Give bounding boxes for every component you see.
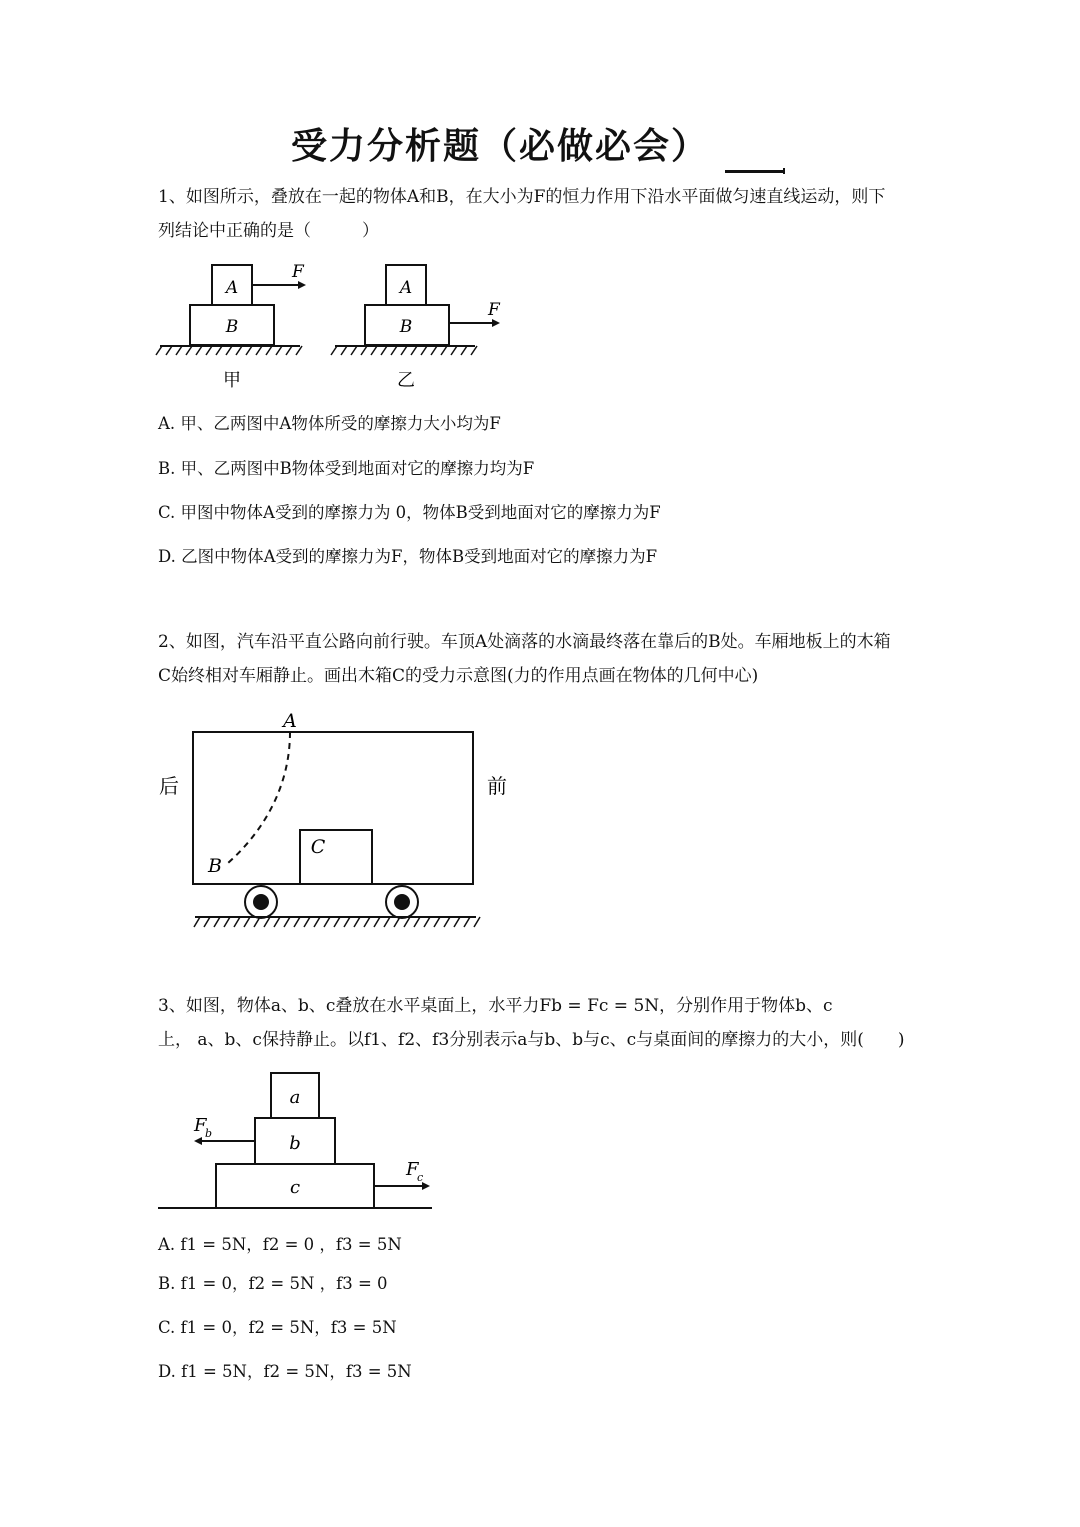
q3-stack-figure — [150, 1065, 450, 1215]
q3-option-a[interactable]: A. f1 = 5N，f2 = 0 ，f3 = 5N — [158, 1235, 402, 1254]
q1-yi-caption: 乙 — [397, 370, 415, 391]
q3-label-a: a — [289, 1087, 301, 1108]
q2-label-back: 后 — [159, 774, 179, 798]
q1-yi-label-b: B — [399, 317, 413, 337]
q2-label-front: 前 — [487, 774, 507, 798]
q1-jia-label-a: A — [225, 278, 239, 298]
q3-option-c[interactable]: C. f1 = 0，f2 = 5N，f3 = 5N — [158, 1318, 397, 1337]
q1-option-d[interactable]: D. 乙图中物体A受到的摩擦力为F，物体B受到地面对它的摩擦力为F — [158, 547, 658, 566]
q3-label-fc: F — [406, 1159, 419, 1180]
q3-label-fb: F — [194, 1115, 207, 1136]
q3-label-fb-sub: b — [205, 1127, 213, 1140]
q2-wheel-left — [245, 886, 277, 918]
q2-label-a: A — [283, 710, 297, 732]
q1-jia-label-b: B — [225, 317, 239, 337]
q3-label-fc-sub: c — [417, 1171, 424, 1184]
q1-option-c[interactable]: C. 甲图中物体A受到的摩擦力为 0，物体B受到地面对它的摩擦力为F — [158, 503, 661, 522]
q1-jia-caption: 甲 — [223, 370, 241, 391]
q3-label-c: c — [289, 1177, 301, 1198]
q2-car-body — [193, 732, 473, 884]
q2-label-b: B — [208, 855, 222, 877]
q3-stem-line2: 上， a、b、c保持静止。以f1、f2、f3分别表示a与b、b与c、c与桌面间的摩擦力的大小，则( ) — [158, 1030, 905, 1050]
q1-jia-label-f: F — [292, 262, 304, 282]
q1-yi-label-a: A — [399, 278, 413, 298]
q2-wheel-right — [386, 886, 418, 918]
q1-figures — [150, 255, 510, 395]
q3-option-d[interactable]: D. f1 = 5N，f2 = 5N，f3 = 5N — [158, 1362, 412, 1381]
q3-option-b[interactable]: B. f1 = 0，f2 = 5N ，f3 = 0 — [158, 1274, 388, 1293]
q3-label-b: b — [289, 1133, 301, 1154]
q2-car-figure — [150, 705, 530, 945]
q1-option-b[interactable]: B. 甲、乙两图中B物体受到地面对它的摩擦力均为F — [158, 459, 535, 478]
q2-water-drop-path — [228, 732, 290, 863]
q2-label-c: C — [310, 836, 326, 858]
page-title: 受力分析题（必做必会） — [290, 126, 709, 167]
q1-fig-yi — [331, 265, 500, 355]
q2-stem-line1: 2、如图，汽车沿平直公路向前行驶。车顶A处滴落的水滴最终落在靠后的B处。车厢地板上的木箱 — [158, 632, 891, 652]
q1-stem-line2: 列结论中正确的是（ ） — [158, 221, 379, 241]
q1-stem-line1: 1、如图所示，叠放在一起的物体A和B，在大小为F的恒力作用下沿水平面做匀速直线运动，则下 — [158, 187, 886, 207]
q1-option-a[interactable]: A. 甲、乙两图中A物体所受的摩擦力大小均为F — [158, 414, 501, 433]
q2-stem-line2: C始终相对车厢静止。画出木箱C的受力示意图(力的作用点画在物体的几何中心) — [158, 666, 759, 686]
title-underline-mark — [725, 170, 783, 173]
q1-yi-label-f: F — [488, 300, 500, 320]
q3-stem-line1: 3、如图，物体a、b、c叠放在水平桌面上，水平力Fb = Fc = 5N，分别作用于物体b、c — [158, 996, 833, 1016]
